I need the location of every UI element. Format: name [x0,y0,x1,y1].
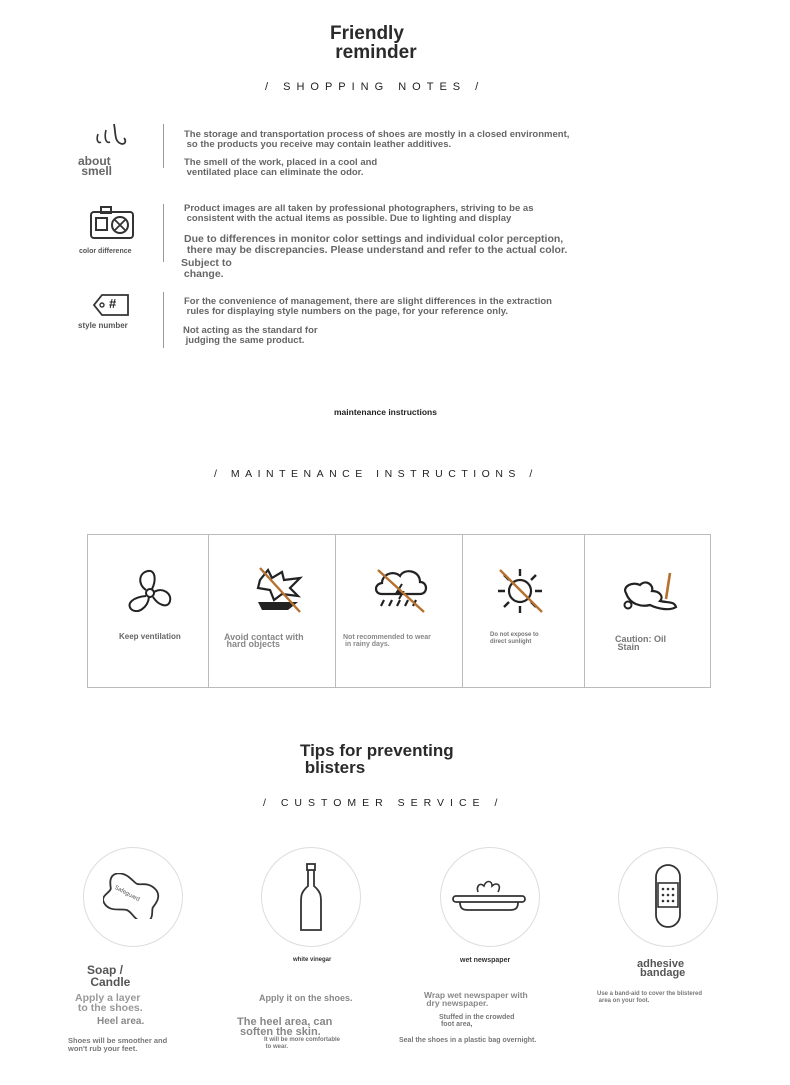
vinegar-bottle-icon [297,862,325,934]
divider [163,204,164,262]
no-sun-icon [495,566,547,616]
tip-name: adhesive bandage [637,958,686,979]
fan-icon [124,567,176,619]
maintenance-subtitle: / MAINTENANCE INSTRUCTIONS / [214,468,538,480]
soap-icon [103,873,161,919]
tip-text: Heel area. [97,1016,145,1027]
tips-title: Tips for preventing blisters [300,741,454,777]
note-text: Not acting as the standard for judging the same product. [183,325,318,346]
note-text: For the convenience of management, there are slight differences in the extraction rules for displaying style numbers on the page, for your reference only. [184,296,552,317]
maintenance-label: Caution: Oil Stain [615,634,666,652]
customer-service-subtitle: / CUSTOMER SERVICE / [263,797,504,809]
soap-brand-text: Safeguard [113,884,141,904]
page-title: Friendly reminder [330,23,417,63]
nose-icon [92,120,128,148]
note-label-style: style number [78,321,128,330]
bandage-icon [654,863,682,929]
shopping-notes-subtitle: / SHOPPING NOTES / [265,81,485,93]
tip-text: Apply a layer to the shoes. [75,992,143,1014]
tip-text: Seal the shoes in a plastic bag overnight. [399,1037,537,1044]
tip-name: Soap / Candle [87,963,131,989]
camera-icon [89,205,135,239]
divider [163,124,164,168]
maintenance-label: Not recommended to wear in rainy days. [343,634,431,648]
note-text: The storage and transportation process of shoes are mostly in a closed environment, so the products you receive may contain leather additives. [184,129,570,150]
no-rain-icon [372,566,430,614]
tip-text: Use a band-aid to cover the blistered area on your foot. [597,991,703,1004]
note-text: Subject to change. [181,257,232,280]
newspaper-tray-icon [450,878,528,914]
tip-text: Shoes will be smoother and won't rub your feet. [68,1036,168,1053]
tip-name: white vinegar [293,957,332,963]
tip-text: Stuffed in the crowded foot area, [439,1014,515,1028]
no-hard-objects-icon [254,566,308,614]
note-text: Product images are all taken by professional photographers, striving to be as consistent with the actual items as possible. Due to lighting and display [184,203,534,224]
note-label-color: color difference [79,248,132,255]
maintenance-label: Do not expose to direct sunlight [490,632,539,645]
tip-text: Apply it on the shoes. [259,993,353,1003]
divider [163,292,164,348]
note-label-smell: about smell [78,154,113,178]
maintenance-label: Keep ventilation [119,632,181,641]
oil-stain-icon [620,571,678,613]
maintenance-heading: maintenance instructions [334,407,437,417]
tip-text: Wrap wet newspaper with dry newspaper. [424,990,528,1008]
note-text: The smell of the work, placed in a cool and ventilated place can eliminate the odor. [184,157,378,178]
note-text: Due to differences in monitor color settings and individual color perception, there may be discrepancies. Please understand and refer to the actual color. [184,233,568,256]
tag-icon [92,293,130,317]
tip-text: The heel area, can soften the skin. [237,1016,333,1038]
maintenance-label: Avoid contact with hard objects [224,632,304,649]
tip-text: It will be more comfortable to wear. [264,1037,341,1050]
tip-name: wet newspaper [460,957,511,964]
tag-symbol: # [109,296,117,311]
